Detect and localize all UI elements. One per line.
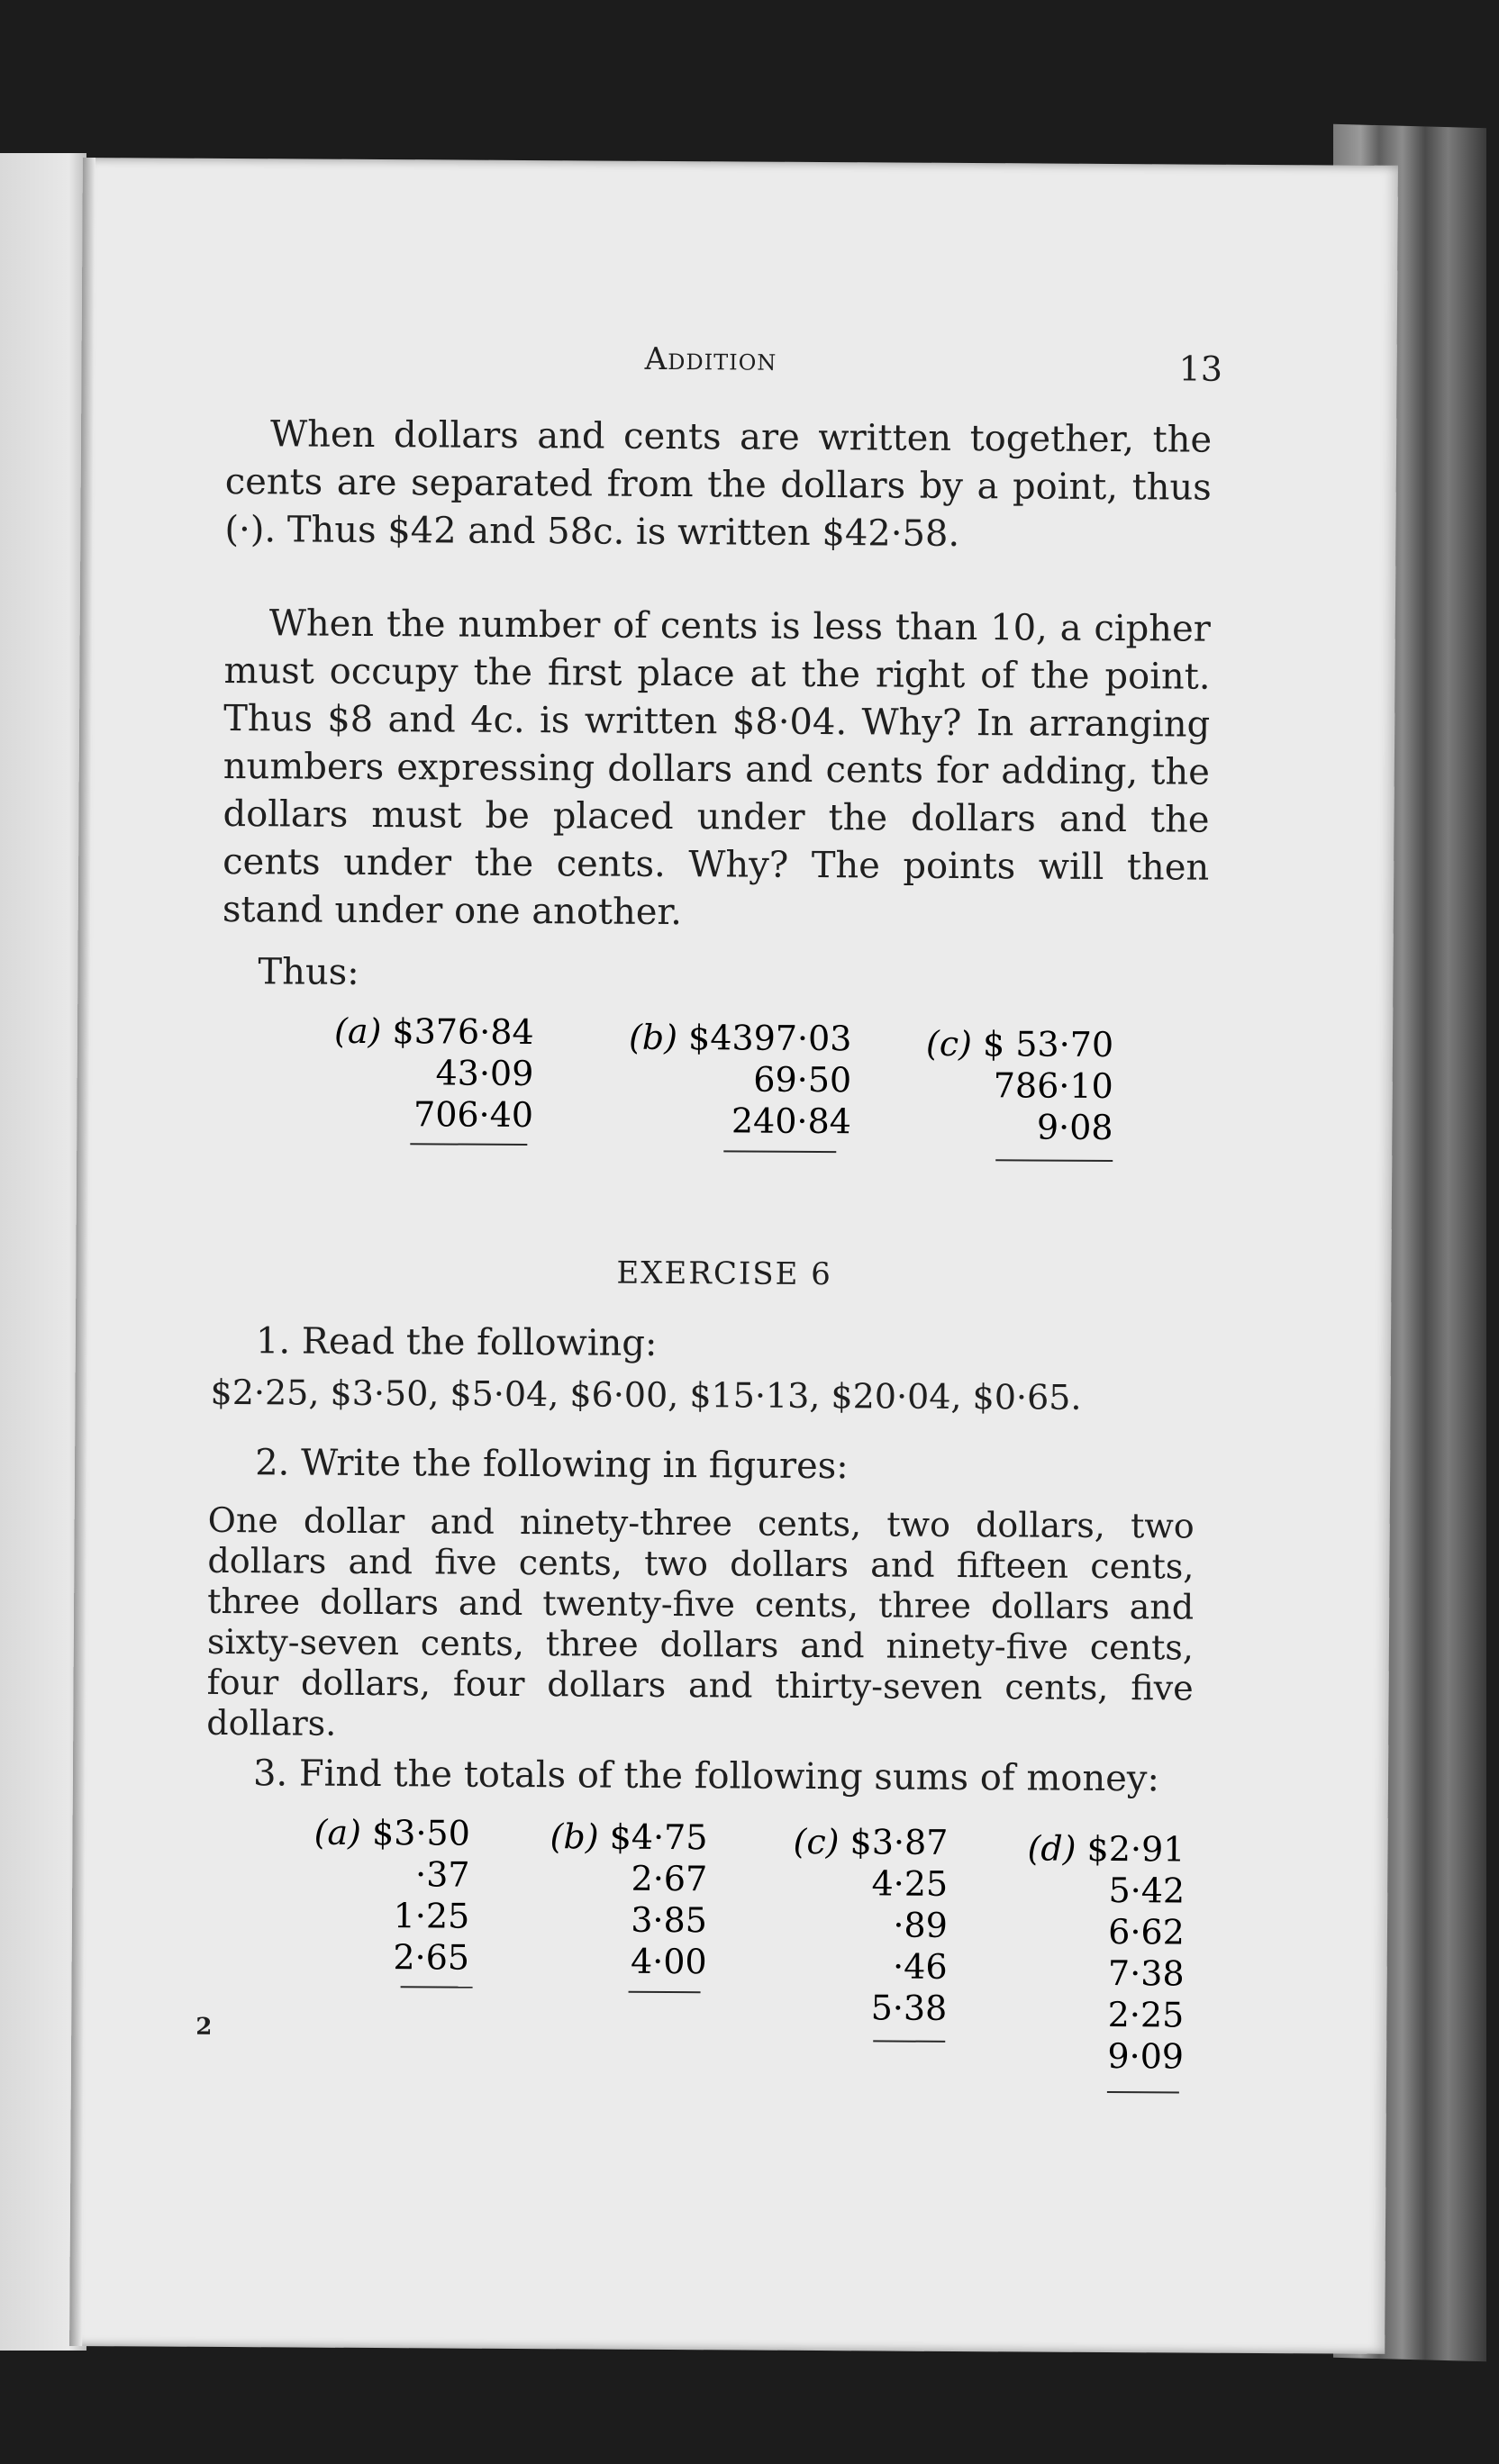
sum-rule xyxy=(410,1143,527,1146)
column-line: 9·09 xyxy=(1107,2035,1185,2077)
paragraph-dollars-cents: When dollars and cents are written together, the cents are separated from the dollars by a point, thus (·). Thus $42 and 58c. is written $42·58. xyxy=(224,413,1213,555)
question-3: 3. Find the totals of the following sums of money: xyxy=(252,1753,1160,1800)
column-line: $2·91 xyxy=(1086,1828,1186,1870)
sum-rule xyxy=(629,1991,701,1993)
column-line: 4·00 xyxy=(630,1941,707,1982)
sum-rule xyxy=(723,1150,836,1153)
column-line: $4·75 xyxy=(609,1816,708,1858)
question-2-body: One dollar and ninety-three cents, two dollars, two dollars and five cents, two dollars and fifteen cents, three dollars and twenty-five cents, three dollars and sixty-seven cents, three dollars and ninety-five cents, four dollars, four dollars and thirty-seven cents, five dollars. xyxy=(206,1499,1195,1744)
example-line: 240·84 xyxy=(731,1101,852,1142)
column-line: 7·38 xyxy=(1107,1952,1185,1994)
question-1: 1. Read the following: xyxy=(255,1320,658,1364)
column-label: (c) xyxy=(793,1821,840,1862)
column-label: (d) xyxy=(1027,1828,1077,1869)
question-1-amounts: $2·25, $3·50, $5·04, $6·00, $15·13, $20·04, $0·65. xyxy=(210,1372,1082,1418)
sum-column-a xyxy=(313,1812,470,1979)
example-label: (c) xyxy=(925,1023,973,1064)
example-line: $4397·03 xyxy=(687,1018,852,1059)
column-line: 5·38 xyxy=(870,1988,948,2028)
example-line: 9·08 xyxy=(1036,1107,1113,1148)
example-a xyxy=(333,1010,533,1136)
column-line: ·37 xyxy=(414,1854,470,1895)
example-line: $ 53·70 xyxy=(982,1024,1114,1065)
example-line: $376·84 xyxy=(392,1011,534,1053)
column-line: $3·87 xyxy=(849,1822,949,1862)
example-b xyxy=(628,1017,851,1143)
column-line: 6·62 xyxy=(1108,1911,1185,1952)
column-line: 2·67 xyxy=(631,1858,708,1899)
column-label: (a) xyxy=(313,1812,362,1853)
column-line: 4·25 xyxy=(871,1863,949,1904)
column-line: ·46 xyxy=(893,1946,948,1987)
question-2: 2. Write the following in figures: xyxy=(255,1442,849,1488)
sum-rule xyxy=(995,1159,1113,1162)
column-line: $3·50 xyxy=(371,1812,470,1853)
column-line: 5·42 xyxy=(1108,1870,1186,1911)
exercise-heading: EXERCISE 6 xyxy=(616,1255,833,1293)
sum-column-d xyxy=(1026,1827,1186,2077)
sum-rule xyxy=(873,2040,945,2042)
column-line: 2·25 xyxy=(1107,1994,1185,2035)
signature-mark: 2 xyxy=(195,2013,213,2041)
sum-column-c xyxy=(792,1821,948,2029)
column-line: 2·65 xyxy=(393,1937,470,1978)
paragraph-cipher-rule: When the number of cents is less than 10, a cipher must occupy the first place at the right of the point. Thus $8 and 4c. is written $8·04. Why? In arranging numbers expressing dollars and cents for adding, the dollars must be placed under the dollars and the cents under the cents. Why? The points will then stand under one another. xyxy=(222,602,1211,934)
sum-column-b xyxy=(550,1816,708,1982)
sum-rule xyxy=(401,1986,473,1988)
column-label: (b) xyxy=(550,1816,599,1857)
example-line: 69·50 xyxy=(753,1059,852,1101)
thus-label: Thus: xyxy=(258,951,359,993)
example-label: (a) xyxy=(333,1010,382,1052)
column-line: 3·85 xyxy=(631,1899,708,1941)
example-line: 706·40 xyxy=(413,1094,534,1136)
example-label: (b) xyxy=(628,1017,678,1058)
running-head: Addition xyxy=(644,340,777,378)
example-line: 786·10 xyxy=(993,1065,1113,1107)
book-page xyxy=(69,158,1398,2354)
page-number: 13 xyxy=(1178,349,1223,389)
column-line: 1·25 xyxy=(393,1896,470,1936)
example-line: 43·09 xyxy=(435,1053,534,1094)
example-c xyxy=(925,1023,1113,1148)
column-line: ·89 xyxy=(893,1905,948,1945)
sum-rule xyxy=(1107,2091,1179,2093)
